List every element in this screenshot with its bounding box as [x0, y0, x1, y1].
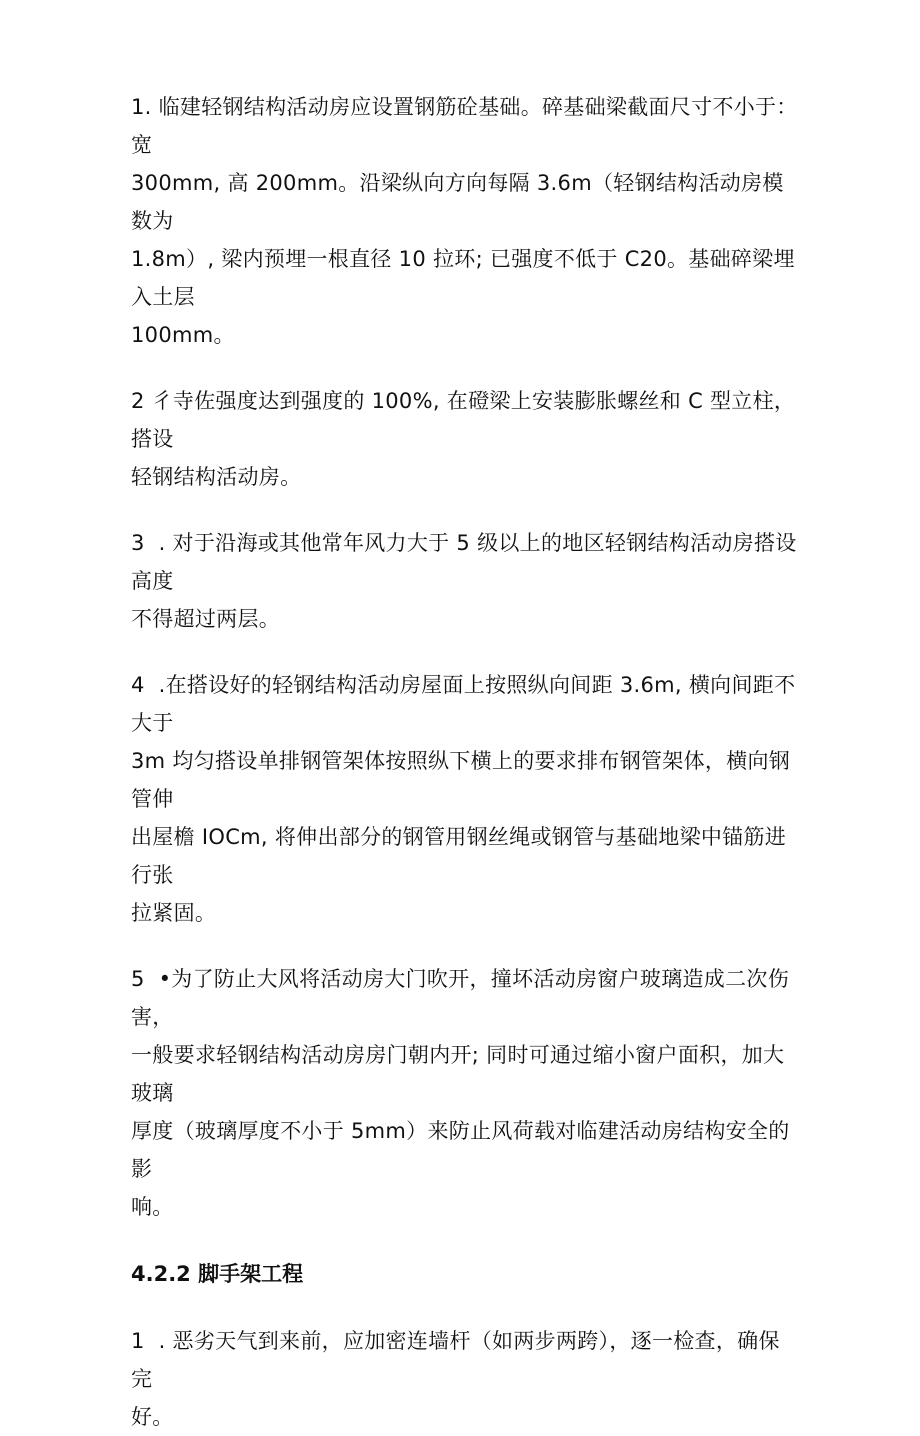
- paragraph-wall-ties: 1 . 恶劣天气到来前，应加密连墙杆（如两步两跨），逐一检查，确保完 好。: [131, 1329, 780, 1429]
- section-heading: 4.2.2 脚手架工程: [131, 1262, 304, 1286]
- paragraph-door-window: 5 •为了防止大风将活动房大门吹开，撞坏活动房窗户玻璃造成二次伤害， 一般要求轻钢结构活动房房门朝内开; 同时可通过缩小窗户面积，加大玻璃 厚度（玻璃厚度不小于 5mm）来防止风荷载对临建活动房结构安全的影 响。: [131, 967, 790, 1219]
- paragraph-columns: 2 彳寺佐强度达到强度的 100%, 在磴梁上安装膨胀螺丝和 C 型立柱，搭设 轻钢结构活动房。: [131, 389, 796, 489]
- paragraph-coastal-height: 3 . 对于沿海或其他常年风力大于 5 级以上的地区轻钢结构活动房搭设高度 不得超过两层。: [131, 531, 797, 631]
- paragraph-roof-scaffold: 4 .在搭设好的轻钢结构活动房屋面上按照纵向间距 3.6m, 横向间距不大于 3m 均匀搭设单排钢管架体按照纵下横上的要求排布钢管架体，横向钢管伸 出屋檐 IOCm, 将伸出部分的钢管用钢丝绳或钢管与基础地梁中锚筋进行张 拉紧固。: [131, 673, 796, 925]
- paragraph-foundation: 1. 临建轻钢结构活动房应设置钢筋砼基础。碎基础梁截面尺寸不小于：宽 300mm, 高 200mm。沿梁纵向方向每隔 3.6m（轻钢结构活动房模数为 1.8m）, 梁内预埋一根直径 10 拉环; 已强度不低于 C20。基础碎梁埋入土层 100mm。: [131, 95, 798, 347]
